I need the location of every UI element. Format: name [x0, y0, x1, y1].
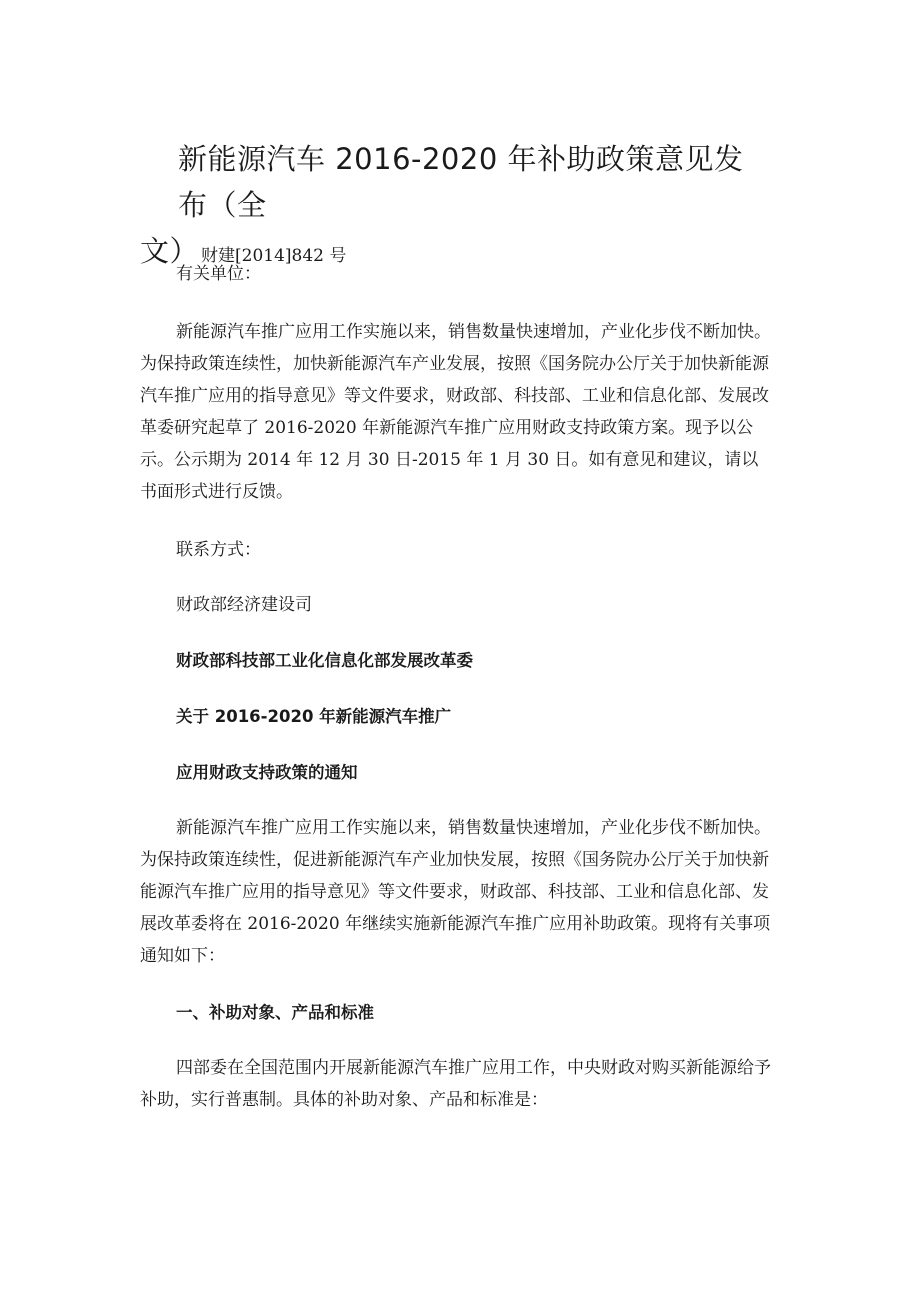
- intro-text-2: 产业发展，按照《国务院办公厅关于加快新能源汽车推广应用的指导意见》等文件要求，财政部、科技部、工业和信息化部、发展改革委研究起草了 2016-2020 年新能源汽车推广应用财政支持政策方案。现予以公示。公示期为 2014 年 12 月 30 日-2015 年 1 月 30 日。如有意见和建议，请以书面形式进行反馈。: [140, 354, 769, 502]
- notice-heading-line-1: 财政部科技部工业化信息化部发展改革委: [176, 651, 473, 670]
- contact-label: 联系方式：: [176, 540, 261, 560]
- document-reference-number: 财建[2014]842 号: [201, 246, 347, 266]
- intro-emphasis-2: 新能源汽车: [327, 354, 412, 374]
- salutation: 有关单位：: [176, 264, 261, 284]
- notice-heading-line-2: 关于 2016-2020 年新能源汽车推广: [176, 707, 452, 726]
- notice-body-paragraph: 新能源汽车推广应用工作实施以来，销售数量快速增加，产业化步伐不断加快。为保持政策连续性，促进新能源汽车产业加快发展，按照《国务院办公厅关于加快新能源汽车推广应用的指导意见》等文件要求，财政部、科技部、工业和信息化部、发展改革委将在 2016-2020 年继续实施新能源汽车推广应用补助政策。现将有关事项通知如下：: [140, 818, 771, 966]
- notice-heading-line-3: 应用财政支持政策的通知: [176, 763, 358, 782]
- section-1-paragraph: 四部委在全国范围内开展新能源汽车推广应用工作，中央财政对购买新能源给予补助，实行普惠制。具体的补助对象、产品和标准是：: [140, 1058, 771, 1110]
- section-1-heading: 一、补助对象、产品和标准: [176, 1003, 374, 1022]
- intro-emphasis-1: 新能源汽车: [176, 322, 261, 342]
- title-line-1: 新能源汽车 2016-2020 年补助政策意见发布（全: [178, 142, 744, 222]
- intro-text-1: 推广应用工作实施以来，销售数量快速增加，产业化步伐不断加快。为保持政策连续性，加快: [140, 322, 771, 374]
- contact-department: 财政部经济建设司: [176, 595, 312, 615]
- intro-paragraph: [140, 316, 772, 508]
- title-line-2-text: 文）: [140, 234, 200, 268]
